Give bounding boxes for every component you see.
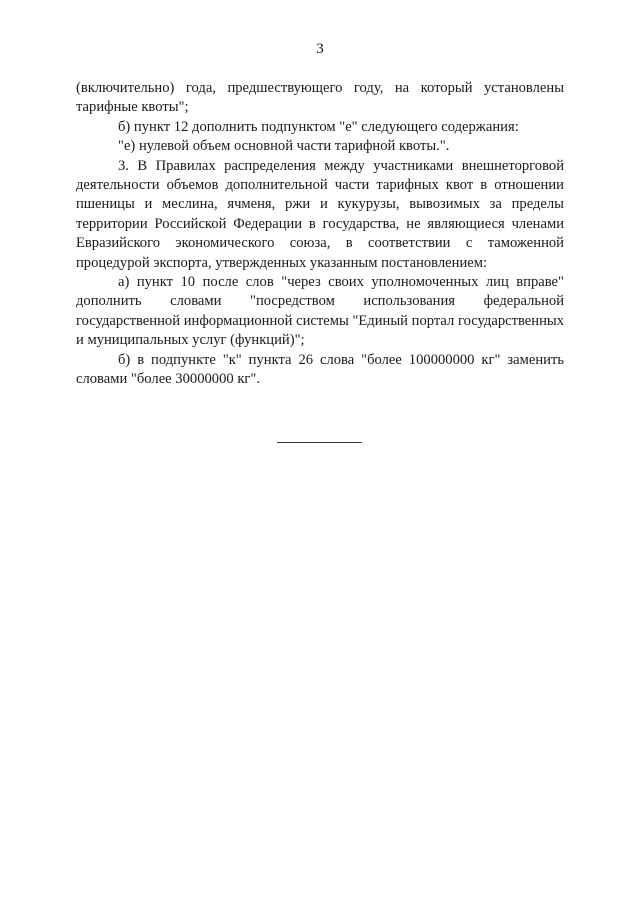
paragraph-item-e: "е) нулевой объем основной части тарифной квоты.". [118, 138, 450, 155]
paragraph-item-a: а) пункт 10 после слов "через своих уполномоченных лиц вправе" дополнить словами "посредством использования федеральной государственной информационной системы "Единый портал государственных и муниципальных услуг (функций)"; [76, 274, 564, 349]
document-body [76, 79, 564, 390]
paragraph-continuation: (включительно) года, предшествующего году, на который установлены тарифные квоты"; [76, 80, 564, 116]
end-divider [277, 442, 362, 443]
paragraph-item-b-2: б) в подпункте "к" пункта 26 слова "более 100000000 кг" заменить словами "более 30000000 кг". [76, 351, 564, 388]
paragraph-section-3: 3. В Правилах распределения между участниками внешнеторговой деятельности объемов дополнительной части тарифных квот в отношении пшеницы и меслина, ячменя, ржи и кукурузы, вывозимых за пределы территории Российской Федерации в государства, не являющиеся членами Евразийского экономического союза, в соответствии с таможенной процедурой экспорта, утвержденных указанным постановлением: [76, 157, 564, 271]
page-number: 3 [316, 41, 324, 57]
paragraph-item-b: б) пункт 12 дополнить подпунктом "е" следующего содержания: [118, 118, 519, 135]
